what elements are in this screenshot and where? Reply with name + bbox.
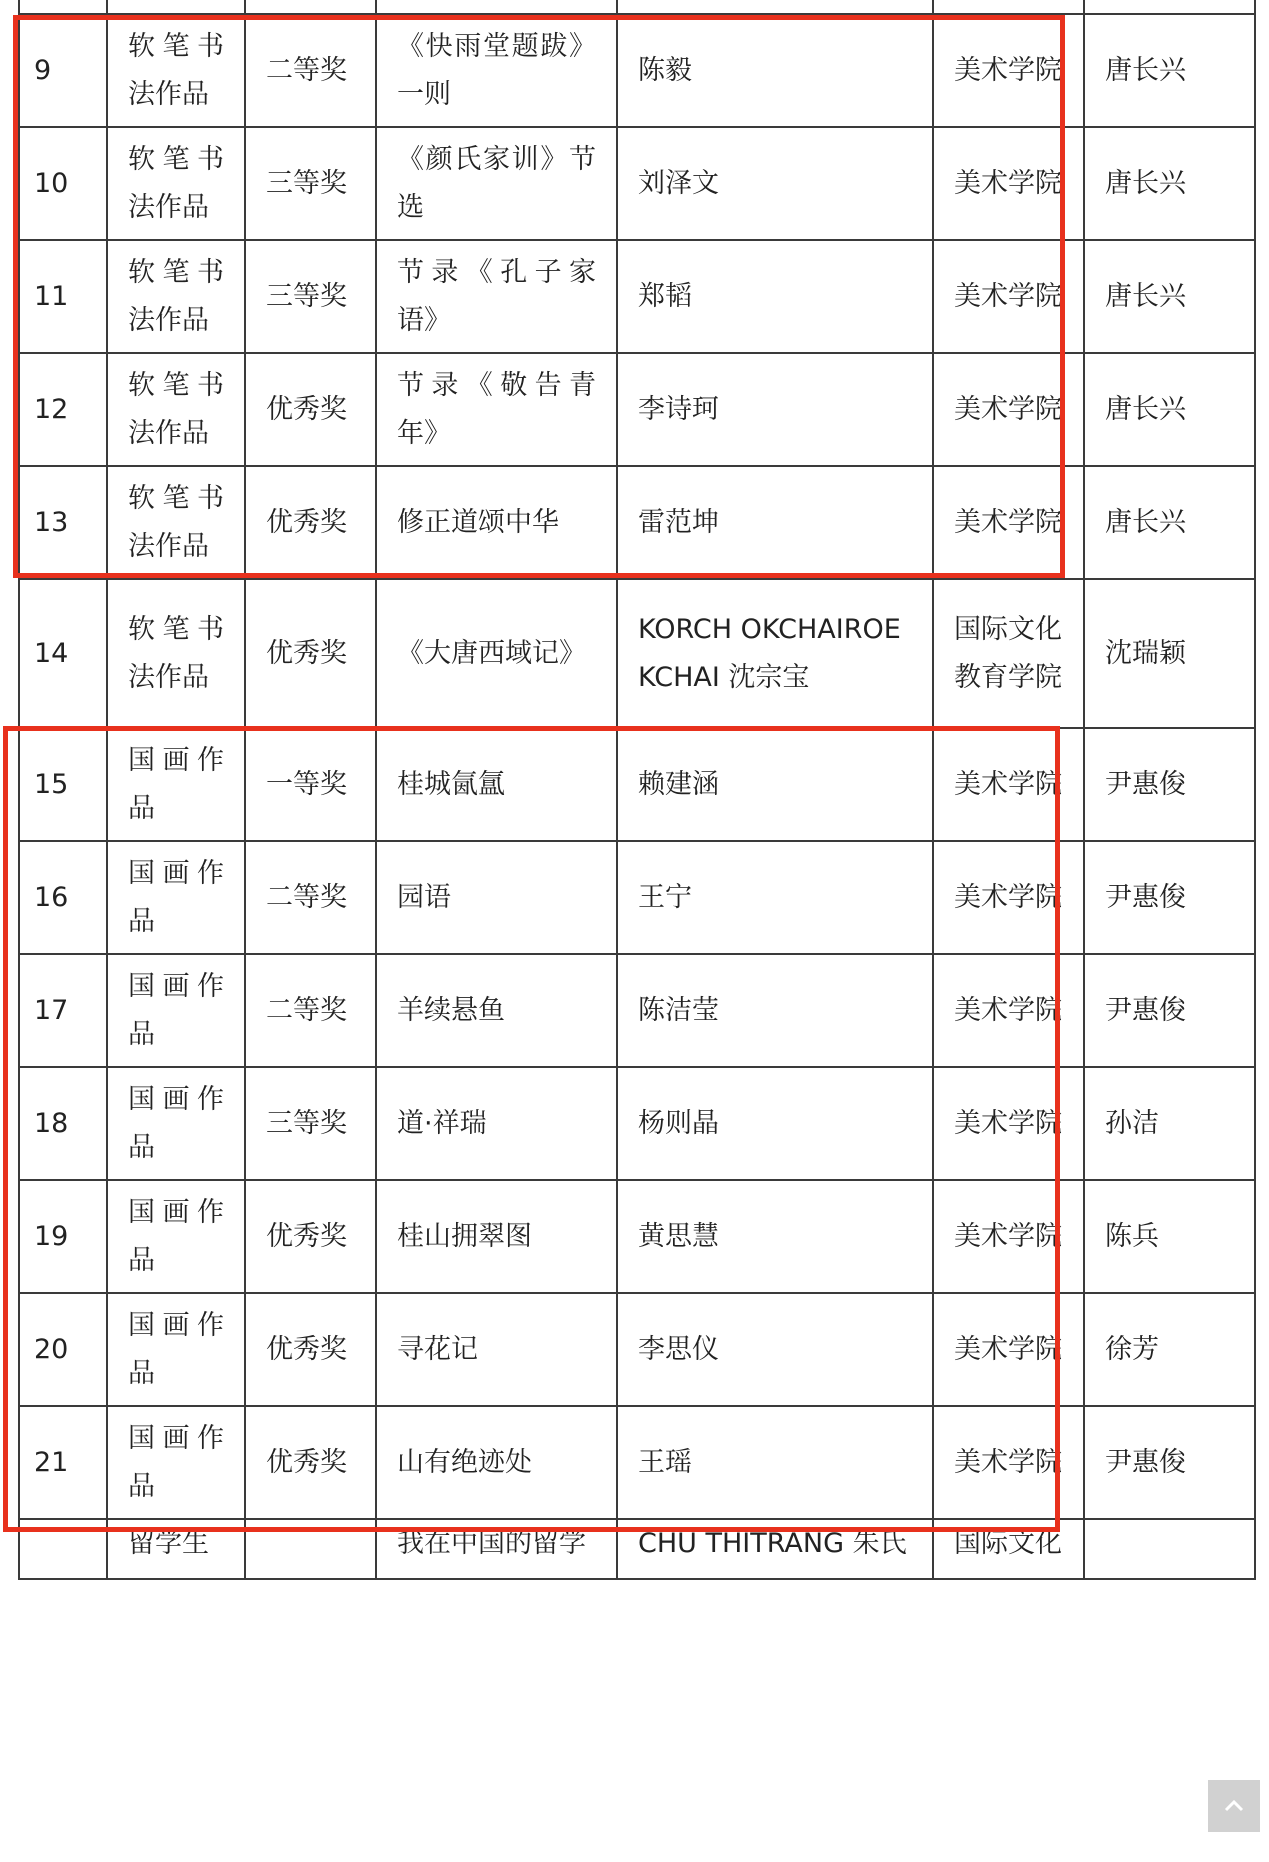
row-number: 15 — [19, 728, 107, 841]
title-cell — [376, 0, 617, 14]
college-cell: 美术学院 — [933, 466, 1084, 579]
awards-table — [18, 0, 1256, 1580]
title-cell: 《快雨堂题跋》一则 — [376, 14, 617, 127]
award-cell: 优秀奖 — [245, 466, 376, 579]
awards-table-container — [18, 0, 1254, 1580]
award-cell: 三等奖 — [245, 240, 376, 353]
row-number: 21 — [19, 1406, 107, 1519]
author-cell: 杨则晶 — [617, 1067, 933, 1180]
table-row — [19, 466, 1255, 579]
table-row — [19, 240, 1255, 353]
category-cell: 国画作品 — [107, 1293, 245, 1406]
category-cell: 软笔书法作品 — [107, 240, 245, 353]
award-cell: 优秀奖 — [245, 579, 376, 728]
college-cell: 美术学院 — [933, 1067, 1084, 1180]
table-row — [19, 728, 1255, 841]
advisor-cell: 尹惠俊 — [1084, 1406, 1255, 1519]
table-row — [19, 579, 1255, 728]
title-cell: 节录《孔子家语》 — [376, 240, 617, 353]
advisor-cell: 唐长兴 — [1084, 240, 1255, 353]
award-cell: 二等奖 — [245, 841, 376, 954]
college-cell: 美术学院 — [933, 841, 1084, 954]
award-cell: 二等奖 — [245, 14, 376, 127]
advisor-cell: 唐长兴 — [1084, 14, 1255, 127]
author-cell: KORCH OKCHAIROEKCHAI 沈宗宝 — [617, 579, 933, 728]
awards-table-body — [19, 0, 1255, 1579]
title-cell: 修正道颂中华 — [376, 466, 617, 579]
category-cell: 软笔书法作品 — [107, 466, 245, 579]
college-cell: 美术学院 — [933, 728, 1084, 841]
college-cell: 美术学院 — [933, 1293, 1084, 1406]
table-row — [19, 1293, 1255, 1406]
college-cell: 美术学院 — [933, 353, 1084, 466]
table-row — [19, 954, 1255, 1067]
advisor-cell: 徐芳 — [1084, 1293, 1255, 1406]
table-row — [19, 353, 1255, 466]
title-cell: 道·祥瑞 — [376, 1067, 617, 1180]
award-cell: 优秀奖 — [245, 1406, 376, 1519]
scroll-to-top-button[interactable] — [1208, 1780, 1260, 1832]
award-cell: 一等奖 — [245, 728, 376, 841]
author-cell: 雷范坤 — [617, 466, 933, 579]
category-cell: 国画作品 — [107, 728, 245, 841]
award-cell — [245, 1519, 376, 1579]
category-cell: 留学生 — [107, 1519, 245, 1579]
advisor-cell: 唐长兴 — [1084, 127, 1255, 240]
table-row — [19, 1180, 1255, 1293]
row-number — [19, 1519, 107, 1579]
table-row — [19, 14, 1255, 127]
author-cell: 郑韬 — [617, 240, 933, 353]
table-row — [19, 0, 1255, 14]
award-cell: 三等奖 — [245, 1067, 376, 1180]
author-cell: 王宁 — [617, 841, 933, 954]
college-cell: 美术学院 — [933, 240, 1084, 353]
title-cell: 我在中国的留学 — [376, 1519, 617, 1579]
row-number: 17 — [19, 954, 107, 1067]
title-cell: 山有绝迹处 — [376, 1406, 617, 1519]
advisor-cell: 尹惠俊 — [1084, 954, 1255, 1067]
author-cell: 陈毅 — [617, 14, 933, 127]
row-number: 19 — [19, 1180, 107, 1293]
award-cell: 优秀奖 — [245, 1293, 376, 1406]
table-row — [19, 1067, 1255, 1180]
title-cell: 羊续悬鱼 — [376, 954, 617, 1067]
author-cell: 陈洁莹 — [617, 954, 933, 1067]
author-cell — [617, 0, 933, 14]
advisor-cell: 唐长兴 — [1084, 353, 1255, 466]
advisor-cell: 尹惠俊 — [1084, 841, 1255, 954]
title-cell: 桂山拥翠图 — [376, 1180, 617, 1293]
category-cell: 国画作品 — [107, 841, 245, 954]
award-cell — [245, 0, 376, 14]
row-number: 9 — [19, 14, 107, 127]
chevron-up-icon — [1221, 1793, 1247, 1819]
title-cell: 《大唐西域记》 — [376, 579, 617, 728]
advisor-cell — [1084, 0, 1255, 14]
category-cell: 国画作品 — [107, 1067, 245, 1180]
row-number: 20 — [19, 1293, 107, 1406]
table-row — [19, 1406, 1255, 1519]
award-cell: 二等奖 — [245, 954, 376, 1067]
category-cell: 软笔书法作品 — [107, 579, 245, 728]
advisor-cell: 沈瑞颖 — [1084, 579, 1255, 728]
row-number: 16 — [19, 841, 107, 954]
author-cell: 刘泽文 — [617, 127, 933, 240]
college-cell: 美术学院 — [933, 14, 1084, 127]
table-row — [19, 841, 1255, 954]
title-cell: 桂城氤氲 — [376, 728, 617, 841]
college-cell: 美术学院 — [933, 954, 1084, 1067]
row-number: 14 — [19, 579, 107, 728]
award-cell: 优秀奖 — [245, 353, 376, 466]
advisor-cell: 尹惠俊 — [1084, 728, 1255, 841]
author-cell: 赖建涵 — [617, 728, 933, 841]
category-cell: 国画作品 — [107, 1406, 245, 1519]
advisor-cell — [1084, 1519, 1255, 1579]
category-cell: 国画作品 — [107, 954, 245, 1067]
author-cell: 王瑶 — [617, 1406, 933, 1519]
category-cell: 软笔书法作品 — [107, 14, 245, 127]
title-cell: 寻花记 — [376, 1293, 617, 1406]
table-row — [19, 127, 1255, 240]
college-cell: 美术学院 — [933, 127, 1084, 240]
author-cell: 李诗珂 — [617, 353, 933, 466]
title-cell: 《颜氏家训》节选 — [376, 127, 617, 240]
row-number: 13 — [19, 466, 107, 579]
table-row — [19, 1519, 1255, 1579]
category-cell — [107, 0, 245, 14]
author-cell: CHU THITRANG 朱氏 — [617, 1519, 933, 1579]
title-cell: 园语 — [376, 841, 617, 954]
award-cell: 优秀奖 — [245, 1180, 376, 1293]
row-number: 11 — [19, 240, 107, 353]
advisor-cell: 陈兵 — [1084, 1180, 1255, 1293]
college-cell: 美术学院 — [933, 1406, 1084, 1519]
college-cell: 国际文化教育学院 — [933, 579, 1084, 728]
college-cell — [933, 0, 1084, 14]
college-cell: 美术学院 — [933, 1180, 1084, 1293]
college-cell: 国际文化 — [933, 1519, 1084, 1579]
advisor-cell: 孙洁 — [1084, 1067, 1255, 1180]
author-cell: 李思仪 — [617, 1293, 933, 1406]
author-cell: 黄思慧 — [617, 1180, 933, 1293]
row-number — [19, 0, 107, 14]
category-cell: 软笔书法作品 — [107, 353, 245, 466]
row-number: 10 — [19, 127, 107, 240]
title-cell: 节录《敬告青年》 — [376, 353, 617, 466]
advisor-cell: 唐长兴 — [1084, 466, 1255, 579]
award-cell: 三等奖 — [245, 127, 376, 240]
category-cell: 软笔书法作品 — [107, 127, 245, 240]
row-number: 18 — [19, 1067, 107, 1180]
category-cell: 国画作品 — [107, 1180, 245, 1293]
row-number: 12 — [19, 353, 107, 466]
